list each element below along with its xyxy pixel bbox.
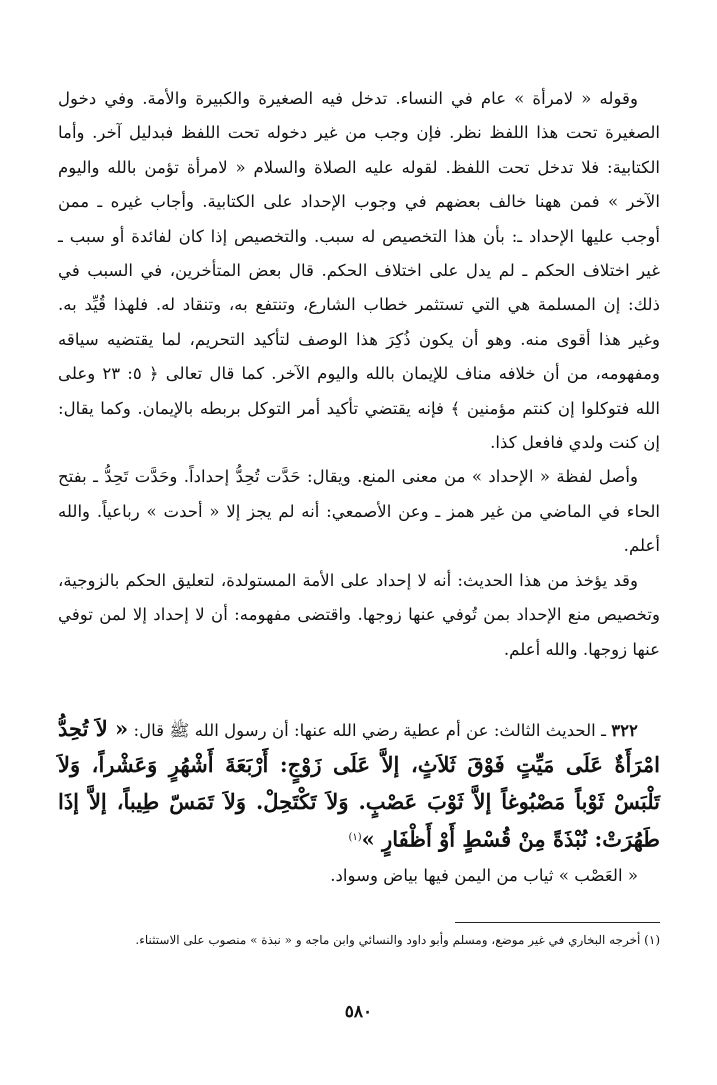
page-number: ٥٨٠ (344, 1002, 373, 1022)
footnote-marker: (١) (348, 832, 362, 844)
hadith-text: « لاَ تُحِدُّ امْرَأَةٌ عَلَى مَيِّتٍ فَوْقَ ثَلاَثٍ، إلاَّ عَلَى زَوْجٍ: أَرْبَعَةَ أَشْهُرٍ وَعَشْراً، وَلاَ تَلْبَسْ ثَوْباً مَصْبُوغاً إلاَّ ثَوْبَ عَصْبٍ. وَلاَ تَكْتَحِلْ. وَلاَ تَمَسّ طِيباً، إلاَّ إذَا طَهُرَتْ: نُبْذَةً مِنْ قُسْطٍ أَوْ أَظْفَارٍ » (58, 716, 660, 852)
paragraph-2: وأصل لفظة « الإحداد » من معنى المنع. ويقال: حَدَّت تُحِدُّ إحداداً. وحَدَّت تَحِدُّ ـ بفتح الحاء في الماضي من غير همز ـ وعن الأصمعي: أنه لم يجز إلا « أحدت » رباعياً. والله أعلم. (58, 467, 660, 556)
hadith-section (58, 712, 660, 894)
footnote (58, 930, 660, 951)
hadith-number: ٣٢٢ (611, 720, 638, 740)
hadith-gloss: « العَصْب » ثياب من اليمن فيها بياض وسواد. (330, 866, 638, 886)
hadith-paragraph (58, 712, 660, 859)
paragraph-3: وقد يؤخذ من هذا الحديث: أنه لا إحداد على الأمة المستولدة، لتعليق الحكم بالزوجية، وتخصيص منع الإحداد بمن تُوفي عنها زوجها. واقتضى مفهومه: أن لا إحداد إلا لمن توفي عنها زوجها. والله أعلم. (58, 570, 660, 659)
paragraph-1: وقوله « لامرأة » عام في النساء. تدخل فيه الصغيرة والكبيرة والأمة. وفي دخول الصغيرة تحت هذا اللفظ نظر. فإن وجب من غير دخوله تحت اللفظ فبدليل آخر. وأما الكتابية: فلا تدخل تحت اللفظ. لقوله عليه الصلاة والسلام « لامرأة تؤمن بالله واليوم الآخر » فمن ههنا خالف بعضهم في وجوب الإحداد على الكتابية. وأجاب غيره ـ ممن أوجب عليها الإحداد ـ: بأن هذا التخصيص له سبب. والتخصيص إذا كان لفائدة أو سبب ـ غير اختلاف الحكم ـ لم يدل على اختلاف الحكم. قال بعض المتأخرين، في السبب في ذلك: إن المسلمة هي التي تستثمر خطاب الشارع، وتنتفع به، وتنقاد له. فلهذا قُيِّد به. وغير هذا أقوى منه. وهو أن يكون ذُكِرَ هذا الوصف لتأكيد التحريم، لما يقتضيه سياقه ومفهومه، من أن خلافه مناف للإيمان بالله واليوم الآخر. كما قال تعالى ﴿ ٥: ٢٣ وعلى الله فتوكلوا إن كنتم مؤمنين ﴾ فإنه يقتضي تأكيد أمر التوكل بربطه بالإيمان. وكما يقال: إن كنت ولدي فافعل كذا. (58, 89, 660, 453)
footnote-text: (١) أخرجه البخاري في غير موضع، ومسلم وأبو داود والنسائي وابن ماجه و « نبذة » منصوب على الاستثناء. (135, 933, 660, 947)
footnote-divider (455, 922, 660, 923)
commentary-text (58, 82, 660, 667)
hadith-intro: ـ الحديث الثالث: عن أم عطية رضي الله عنها: أن رسول الله ﷺ قال: (133, 721, 606, 740)
